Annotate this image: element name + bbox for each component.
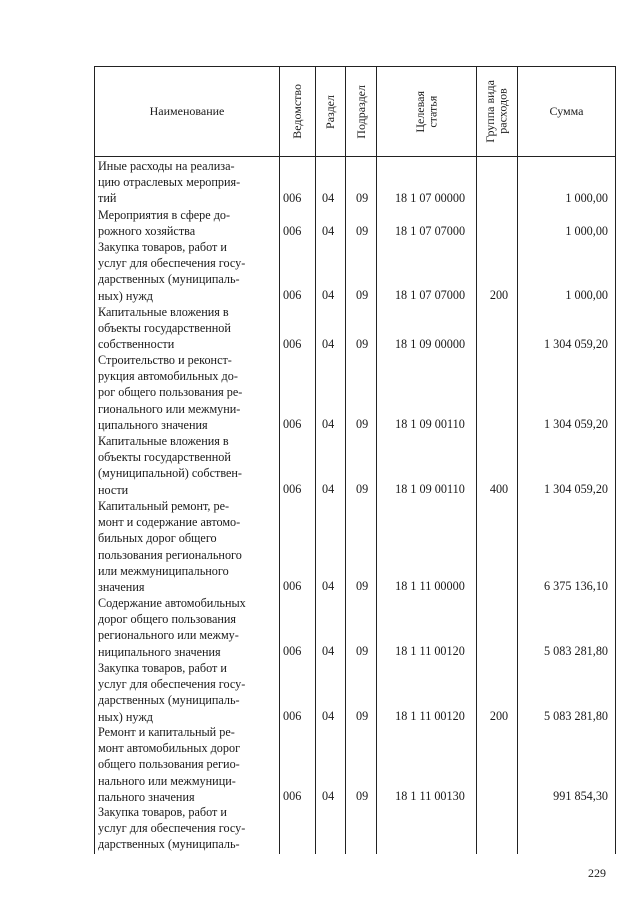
row-name xyxy=(98,724,270,805)
row-name-line: Закупка товаров, работ и xyxy=(98,805,227,819)
row-name xyxy=(98,239,270,304)
col-border-pod xyxy=(345,66,346,854)
row-name-line: Иные расходы на реализа- xyxy=(98,159,235,173)
row-name xyxy=(98,433,270,498)
row-podrazdel: 09 xyxy=(356,337,369,351)
row-name-line: Ремонт и капитальный ре- xyxy=(98,725,235,739)
row-summa: 1 304 059,20 xyxy=(544,482,608,496)
row-razdel: 04 xyxy=(322,288,335,302)
row-name-line: тий xyxy=(98,191,117,206)
row-tselevaya: 18 1 07 07000 xyxy=(394,288,466,302)
row-podrazdel: 09 xyxy=(356,644,369,658)
row-razdel: 04 xyxy=(322,579,335,593)
row-name-line: Содержание автомобильных xyxy=(98,596,246,610)
row-name-line: Строительство и реконст- xyxy=(98,353,232,367)
row-podrazdel: 09 xyxy=(356,789,369,803)
row-name-line: собственности xyxy=(98,337,175,352)
row-podrazdel: 09 xyxy=(356,579,369,593)
header-name-label: Наименование xyxy=(149,104,225,118)
row-vedomstvo: 006 xyxy=(283,288,302,302)
row-name xyxy=(98,804,270,853)
header-summa xyxy=(518,67,615,156)
row-razdel: 04 xyxy=(322,224,335,238)
row-name-line: объекты государственной xyxy=(98,450,231,465)
row-razdel: 04 xyxy=(322,417,335,431)
header-gruppa-label xyxy=(484,80,509,143)
header-gruppa-line2: расходов xyxy=(496,88,510,135)
row-tselevaya: 18 1 11 00120 xyxy=(395,709,465,723)
row-name-line: Закупка товаров, работ и xyxy=(98,240,227,254)
row-name-line: (муниципальной) собствен- xyxy=(98,466,242,481)
row-name xyxy=(98,595,270,660)
header-vedomstvo xyxy=(280,67,315,156)
row-name-line: цию отраслевых мероприя- xyxy=(98,175,241,190)
header-razdel-label: Раздел xyxy=(323,94,338,129)
col-border-raz xyxy=(315,66,316,854)
row-name xyxy=(98,158,270,207)
header-gruppa xyxy=(477,67,517,156)
row-name-line: или межмуниципального xyxy=(98,563,229,578)
row-summa: 5 083 281,80 xyxy=(544,709,608,723)
row-tselevaya: 18 1 07 00000 xyxy=(394,191,466,205)
row-name-line: дарственных (муниципаль- xyxy=(98,272,240,287)
header-podrazdel xyxy=(346,67,376,156)
header-tselevaya xyxy=(377,67,476,156)
row-name-line: рожного хозяйства xyxy=(98,224,196,239)
row-name-line: дорог общего пользования xyxy=(98,612,237,627)
row-name-line: Капитальный ремонт, ре- xyxy=(98,499,230,513)
row-name-line: дарственных (муниципаль- xyxy=(98,837,240,852)
col-border-left xyxy=(94,66,95,854)
row-name-line: услуг для обеспечения госу- xyxy=(98,677,246,692)
row-name-line: рог общего пользования ре- xyxy=(98,385,243,400)
row-razdel: 04 xyxy=(322,191,335,205)
row-podrazdel: 09 xyxy=(356,709,369,723)
row-podrazdel: 09 xyxy=(356,482,369,496)
row-summa: 1 304 059,20 xyxy=(544,417,608,431)
header-tselevaya-line1: Целевая xyxy=(412,90,427,133)
row-name-line: пального значения xyxy=(98,789,195,804)
row-razdel: 04 xyxy=(322,644,335,658)
row-name xyxy=(98,498,270,595)
row-vedomstvo: 006 xyxy=(283,579,302,593)
row-podrazdel: 09 xyxy=(356,191,369,205)
row-summa: 1 000,00 xyxy=(565,288,608,302)
col-border-ved xyxy=(279,66,280,854)
row-summa: 991 854,30 xyxy=(553,789,608,803)
row-name-line: ных) нужд xyxy=(98,709,153,724)
row-tselevaya: 18 1 09 00110 xyxy=(395,482,465,496)
header-tselevaya-label xyxy=(414,91,439,133)
row-vedomstvo: 006 xyxy=(283,789,302,803)
col-border-sum xyxy=(517,66,518,854)
row-podrazdel: 09 xyxy=(356,288,369,302)
row-tselevaya: 18 1 09 00110 xyxy=(395,417,465,431)
row-podrazdel: 09 xyxy=(356,417,369,431)
row-name-line: общего пользования регио- xyxy=(98,757,240,772)
page-number: 229 xyxy=(588,866,606,880)
row-name-line: бильных дорог общего xyxy=(98,531,217,546)
row-vedomstvo: 006 xyxy=(283,224,302,238)
row-tselevaya: 18 1 11 00120 xyxy=(395,644,465,658)
row-name-line: Капитальные вложения в xyxy=(98,305,229,319)
col-border-right xyxy=(615,66,616,854)
row-vedomstvo: 006 xyxy=(283,417,302,431)
row-name-line: Закупка товаров, работ и xyxy=(98,661,227,675)
row-tselevaya: 18 1 09 00000 xyxy=(394,337,466,351)
row-name-line: регионального или межму- xyxy=(98,628,239,643)
row-razdel: 04 xyxy=(322,789,335,803)
row-name xyxy=(98,660,270,725)
row-name-line: ципального значения xyxy=(98,417,208,432)
row-tselevaya: 18 1 11 00130 xyxy=(395,789,465,803)
row-vedomstvo: 006 xyxy=(283,644,302,658)
col-border-grp xyxy=(476,66,477,854)
row-name xyxy=(98,207,270,239)
row-name-line: монт и содержание автомо- xyxy=(98,515,241,530)
row-name-line: Капитальные вложения в xyxy=(98,434,229,448)
row-summa: 1 000,00 xyxy=(565,191,608,205)
header-razdel xyxy=(316,67,345,156)
row-name xyxy=(98,352,270,433)
row-gruppa: 200 xyxy=(489,288,509,302)
row-vedomstvo: 006 xyxy=(283,482,302,496)
row-summa: 5 083 281,80 xyxy=(544,644,608,658)
row-summa: 1 304 059,20 xyxy=(544,337,608,351)
row-name xyxy=(98,304,270,353)
row-name-line: дарственных (муниципаль- xyxy=(98,693,240,708)
row-name-line: гионального или межмуни- xyxy=(98,401,241,416)
col-border-tsel xyxy=(376,66,377,854)
row-name-line: ных) нужд xyxy=(98,288,153,303)
row-name-line: нального или межмуници- xyxy=(98,773,236,788)
row-name-line: рукция автомобильных до- xyxy=(98,369,238,384)
row-summa: 6 375 136,10 xyxy=(544,579,608,593)
header-tselevaya-line2: статья xyxy=(425,95,440,128)
row-name-line: ности xyxy=(98,482,129,497)
row-gruppa: 200 xyxy=(489,709,509,723)
row-podrazdel: 09 xyxy=(356,224,369,238)
row-name-line: объекты государственной xyxy=(98,321,231,336)
row-name-line: ниципального значения xyxy=(98,644,221,659)
row-vedomstvo: 006 xyxy=(283,709,302,723)
row-name-line: Мероприятия в сфере до- xyxy=(98,208,231,222)
header-summa-label: Сумма xyxy=(549,104,584,118)
row-name-line: услуг для обеспечения госу- xyxy=(98,256,246,271)
header-name xyxy=(95,67,279,156)
header-gruppa-line1: Группа вида xyxy=(483,80,498,143)
row-summa: 1 000,00 xyxy=(565,224,608,238)
row-tselevaya: 18 1 11 00000 xyxy=(395,579,465,593)
row-razdel: 04 xyxy=(322,709,335,723)
row-gruppa: 400 xyxy=(489,482,509,496)
row-name-line: монт автомобильных дорог xyxy=(98,741,241,756)
row-razdel: 04 xyxy=(322,337,335,351)
header-vedomstvo-label: Ведомство xyxy=(290,84,305,139)
row-tselevaya: 18 1 07 07000 xyxy=(394,224,466,238)
header-podrazdel-label: Подраздел xyxy=(353,84,368,139)
row-name-line: пользования регионального xyxy=(98,547,242,562)
row-razdel: 04 xyxy=(322,482,335,496)
row-vedomstvo: 006 xyxy=(283,337,302,351)
row-name-line: значения xyxy=(98,580,145,595)
header-bottom-border xyxy=(94,156,616,157)
row-name-line: услуг для обеспечения госу- xyxy=(98,821,246,836)
row-vedomstvo: 006 xyxy=(283,191,302,205)
